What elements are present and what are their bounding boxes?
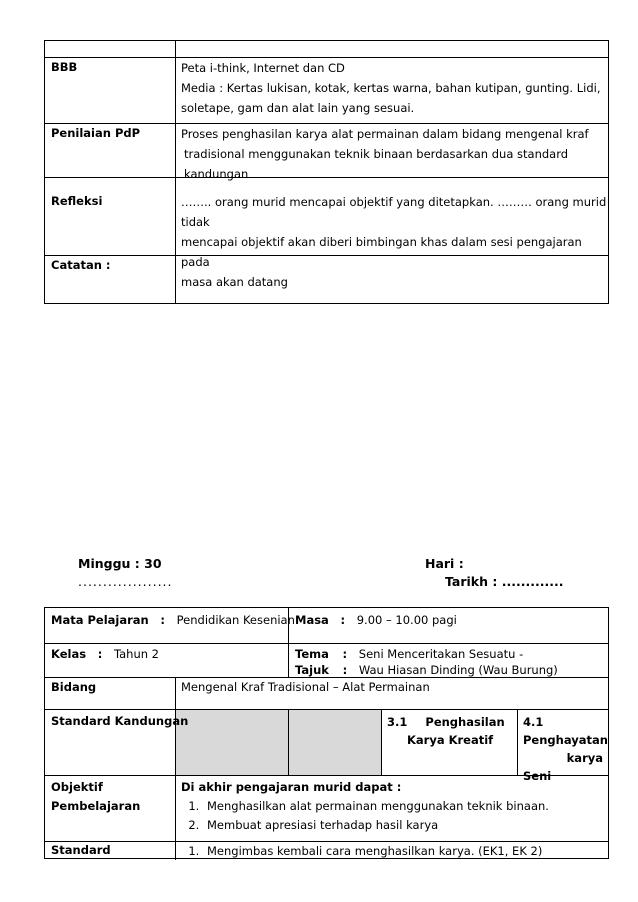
- refleksi-text-line3: masa akan datang: [181, 275, 288, 289]
- masa-colon: :: [340, 613, 346, 627]
- tema-value: Seni Menceritakan Sesuatu -: [358, 647, 524, 661]
- penilaian-row: [45, 123, 608, 181]
- sk-41-line1: Penghayatan: [523, 733, 608, 747]
- sk-31-number: 3.1: [387, 715, 408, 729]
- objektif-label-line2: Pembelajaran: [51, 799, 141, 813]
- bbb-text-line1: Peta i-think, Internet dan CD: [181, 61, 345, 75]
- sk-41-line3: Seni: [523, 769, 552, 783]
- lesson-plan-table: [44, 607, 609, 859]
- sk-31-line1: Penghasilan: [425, 715, 505, 729]
- kelas-colon: :: [97, 647, 103, 661]
- refleksi-text-line1: …….. orang murid mencapai objektif yang ditetapkan. ……… orang murid tidak: [181, 195, 607, 229]
- reflection-table: [44, 40, 609, 304]
- bbb-text-line2: Media : Kertas lukisan, kotak, kertas warna, bahan kutipan, gunting. Lidi,: [181, 81, 601, 95]
- minggu-label: Minggu : 30: [78, 556, 162, 571]
- mata-pelajaran-row: [45, 608, 608, 643]
- masa-value: 9.00 – 10.00 pagi: [356, 613, 457, 627]
- penilaian-label: Penilaian PdP: [51, 126, 141, 140]
- refleksi-text-line2: mencapai objektif akan diberi bimbingan khas dalam sesi pengajaran pada: [181, 235, 582, 269]
- refleksi-label: Refleksi: [51, 194, 103, 208]
- standard-item-1: 1. Mengimbas kembali cara menghasilkan karya. (EK1, EK 2): [203, 842, 542, 861]
- bidang-label: Bidang: [51, 680, 97, 694]
- objektif-row: [45, 775, 608, 841]
- kelas-value: Tahun 2: [113, 647, 159, 661]
- mata-pelajaran-colon: :: [160, 613, 165, 627]
- catatan-row: [45, 255, 608, 305]
- kelas-row: [45, 643, 608, 677]
- objektif-label-line1: Objektif: [51, 780, 103, 794]
- minggu-dots: ...................: [78, 574, 173, 589]
- objektif-item-1: 1. Menghasilkan alat permainan menggunakan teknik binaan.: [203, 797, 549, 816]
- catatan-label: Catatan :: [51, 258, 111, 272]
- hari-label: Hari :: [425, 556, 464, 571]
- objektif-item-2: 2. Membuat apresiasi terhadap hasil karya: [203, 816, 549, 835]
- bidang-row: [45, 677, 608, 709]
- sk-31-line2: Karya Kreatif: [407, 733, 494, 747]
- kelas-label: Kelas: [51, 647, 87, 661]
- tajuk-colon: :: [342, 663, 348, 677]
- standard-list: [181, 842, 542, 861]
- mata-pelajaran-value: Pendidikan Kesenian: [176, 613, 295, 627]
- penilaian-text-line1: Proses penghasilan karya alat permainan dalam bidang mengenal kraf: [181, 127, 589, 141]
- sk-41-line2: karya: [566, 751, 603, 765]
- objektif-intro: Di akhir pengajaran murid dapat :: [181, 780, 402, 794]
- standard-kandungan-row: [45, 709, 608, 783]
- tema-colon: :: [342, 647, 348, 661]
- tema-label: Tema: [295, 647, 329, 661]
- standard-label: Standard: [51, 843, 111, 857]
- bidang-value: Mengenal Kraf Tradisional – Alat Permainan: [181, 680, 430, 694]
- tarikh-label: Tarikh : .............: [445, 574, 564, 589]
- masa-label: Masa: [295, 613, 329, 627]
- objektif-list: [181, 797, 549, 835]
- bbb-label: BBB: [51, 60, 78, 74]
- bbb-text-line3: soletape, gam dan alat lain yang sesuai.: [181, 101, 415, 115]
- tajuk-label: Tajuk: [295, 663, 329, 677]
- sk-41-number: 4.1: [523, 715, 544, 729]
- mata-pelajaran-label: Mata Pelajaran: [51, 613, 149, 627]
- standard-kandungan-label: Standard Kandungan: [51, 714, 189, 728]
- tajuk-value: Wau Hiasan Dinding (Wau Burung): [358, 663, 558, 677]
- penilaian-text-line2: tradisional menggunakan teknik binaan berdasarkan dua standard kandungan: [184, 147, 569, 181]
- standard-row: [45, 841, 608, 860]
